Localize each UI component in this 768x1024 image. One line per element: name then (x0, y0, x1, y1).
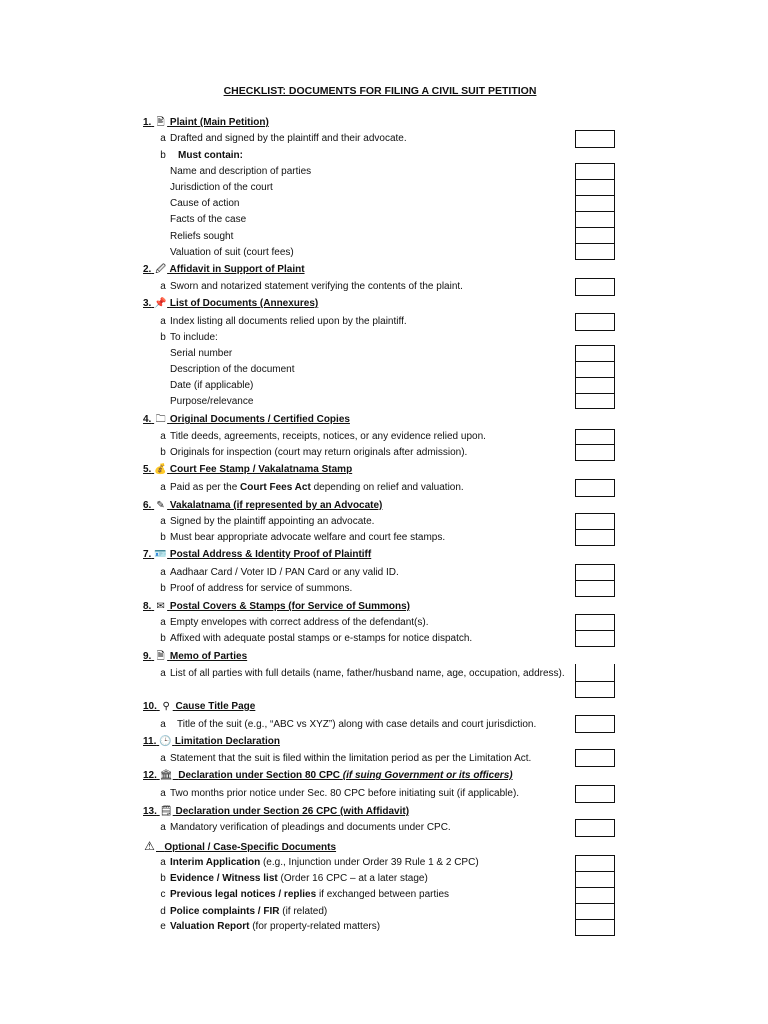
checkbox[interactable] (575, 278, 615, 296)
item-text: Index listing all documents relied upon by the plaintiff. (170, 316, 407, 327)
checkbox-divider (575, 529, 615, 530)
sub-item: Valuation of suit (court fees) (170, 247, 294, 258)
checkbox[interactable] (575, 130, 615, 148)
checkbox-divider (575, 195, 615, 196)
checkbox-divider (575, 630, 615, 631)
sub-item: Cause of action (170, 198, 240, 209)
checkbox[interactable] (575, 313, 615, 331)
item-letter: b (160, 447, 166, 458)
checkbox-divider (575, 179, 615, 180)
folder-icon: 🗀 (155, 414, 166, 425)
checkbox-group[interactable] (575, 513, 615, 546)
location-pin-icon: ⚲ (162, 701, 170, 712)
item-letter: a (160, 668, 166, 679)
sub-item: Name and description of parties (170, 166, 312, 177)
page-title: CHECKLIST: DOCUMENTS FOR FILING A CIVIL SUIT PETITION (223, 85, 537, 97)
checkbox[interactable] (575, 479, 615, 497)
checkbox-group[interactable] (575, 855, 615, 936)
item-letter: b (160, 332, 166, 343)
pin-icon: 📌 (154, 298, 167, 309)
checkbox-divider (575, 377, 615, 378)
checkbox-group[interactable] (575, 614, 615, 647)
sign-document-icon: 🖉 (155, 264, 166, 275)
item-letter: a (160, 719, 166, 730)
item-text: Sworn and notarized statement verifying the contents of the plaint. (170, 281, 463, 292)
sub-item: Jurisdiction of the court (170, 182, 273, 193)
checkbox-divider (575, 361, 615, 362)
item-text: Must bear appropriate advocate welfare and court fee stamps. (170, 532, 446, 543)
item-text: Must contain: (178, 150, 243, 161)
item-text: Police complaints / FIR (if related) (170, 906, 328, 917)
checkbox-edge (614, 664, 615, 682)
item-text: Title deeds, agreements, receipts, notices, or any evidence relied upon. (170, 431, 486, 442)
checkbox-divider (575, 903, 615, 904)
item-text: Signed by the plaintiff appointing an advocate. (170, 516, 375, 527)
item-text: Statement that the suit is filed within the limitation period as per the Limitation Act. (170, 753, 532, 764)
envelope-icon: ✉ (156, 601, 165, 612)
item-text: Previous legal notices / replies if exchanged between parties (170, 889, 450, 900)
item-text: Aadhaar Card / Voter ID / PAN Card or any valid ID. (170, 567, 399, 578)
section-heading-7: 7. 🪪 Postal Address & Identity Proof of Plaintiff (143, 549, 372, 560)
checkbox[interactable] (575, 681, 615, 698)
item-text: Mandatory verification of pleadings and documents under CPC. (170, 822, 451, 833)
item-letter: a (160, 822, 166, 833)
sub-item: Description of the document (170, 364, 295, 375)
item-text: Empty envelopes with correct address of the defendant(s). (170, 617, 429, 628)
item-text: Drafted and signed by the plaintiff and their advocate. (170, 133, 407, 144)
section-heading-12: 12. 🏛 Declaration under Section 80 CPC (if suing Government or its officers) (143, 770, 513, 781)
section-heading-8: 8. ✉ Postal Covers & Stamps (for Service of Summons) (143, 601, 410, 612)
clock-icon: 🕒 (159, 736, 172, 747)
item-text: Interim Application (e.g., Injunction under Order 39 Rule 1 & 2 CPC) (170, 857, 479, 868)
money-bag-icon: 💰 (154, 464, 167, 475)
sub-item: Facts of the case (170, 214, 247, 225)
checkbox-divider (575, 393, 615, 394)
checkbox-divider (575, 211, 615, 212)
section-heading-2: 2. 🖉 Affidavit in Support of Plaint (143, 264, 305, 275)
item-letter: a (160, 516, 166, 527)
item-text: Proof of address for service of summons. (170, 583, 353, 594)
item-letter: b (160, 633, 166, 644)
checkbox[interactable] (575, 749, 615, 767)
section-heading-9: 9. 🗎 Memo of Parties (143, 651, 248, 662)
checkbox[interactable] (575, 819, 615, 837)
item-letter: e (160, 921, 166, 932)
checkbox[interactable] (575, 715, 615, 733)
section-heading-3: 3. 📌 List of Documents (Annexures) (143, 298, 319, 309)
item-text: Valuation Report (for property-related matters) (170, 921, 381, 932)
checkbox-divider (575, 444, 615, 445)
section-heading-13: 13. 🗒 Declaration under Section 26 CPC (with Affidavit) (143, 806, 410, 817)
item-text: Paid as per the Court Fees Act depending on relief and valuation. (170, 482, 464, 493)
item-letter: a (160, 788, 166, 799)
item-text: Originals for inspection (court may return originals after admission). (170, 447, 468, 458)
item-letter: b (160, 583, 166, 594)
checkbox-divider (575, 871, 615, 872)
item-letter: a (160, 316, 166, 327)
item-letter: a (160, 482, 166, 493)
section-heading-6: 6. ✎ Vakalatnama (if represented by an Advocate) (143, 500, 383, 511)
item-letter: c (160, 889, 166, 900)
checkbox-group[interactable] (575, 564, 615, 597)
item-letter: a (160, 431, 166, 442)
page-icon: 🖹 (156, 117, 165, 128)
section-heading-5: 5. 💰 Court Fee Stamp / Vakalatnama Stamp (143, 464, 353, 475)
item-letter: b (160, 532, 166, 543)
checkbox-group[interactable] (575, 345, 615, 409)
item-letter: a (160, 857, 166, 868)
checkbox-divider (575, 243, 615, 244)
section-heading-optional: ⚠ Optional / Case-Specific Documents (144, 839, 337, 853)
checkbox-divider (575, 887, 615, 888)
section-heading-1: 1. 🖹 Plaint (Main Petition) (143, 117, 269, 128)
checkbox-divider (575, 227, 615, 228)
id-card-icon: 🪪 (154, 549, 167, 560)
pen-icon: ✎ (156, 500, 165, 511)
section-heading-10: 10. ⚲ Cause Title Page (143, 701, 256, 712)
item-letter: a (160, 617, 166, 628)
section-heading-4: 4. 🗀 Original Documents / Certified Copies (143, 414, 350, 425)
item-letter: a (160, 567, 166, 578)
checkbox-divider (575, 919, 615, 920)
clipboard-icon: 🗒 (159, 806, 173, 817)
warning-icon: ⚠ (144, 839, 155, 853)
item-letter: b (160, 150, 166, 161)
item-letter: a (160, 753, 166, 764)
government-building-icon: 🏛 (159, 770, 173, 781)
sub-item: Reliefs sought (170, 231, 234, 242)
sub-item: Serial number (170, 348, 233, 359)
checkbox-edge (575, 664, 576, 682)
checkbox-group[interactable] (575, 429, 615, 461)
checkbox-group[interactable] (575, 163, 615, 260)
sub-item: Purpose/relevance (170, 396, 254, 407)
item-letter: b (160, 873, 166, 884)
item-letter: d (160, 906, 166, 917)
item-text: Title of the suit (e.g., “ABC vs XYZ”) along with case details and court jurisdiction. (177, 719, 537, 730)
checkbox-divider (575, 580, 615, 581)
item-text: Two months prior notice under Sec. 80 CPC before initiating suit (if applicable). (170, 788, 520, 799)
item-text: To include: (170, 332, 218, 343)
item-text: List of all parties with full details (name, father/husband name, age, occupation, address). (170, 668, 565, 679)
checkbox[interactable] (575, 785, 615, 803)
section-heading-11: 11. 🕒 Limitation Declaration (143, 736, 280, 747)
item-text: Evidence / Witness list (Order 16 CPC – at a later stage) (170, 873, 428, 884)
item-letter: a (160, 281, 166, 292)
item-letter: a (160, 133, 166, 144)
item-text: Affixed with adequate postal stamps or e-stamps for notice dispatch. (170, 633, 473, 644)
memo-icon: 🗎 (156, 651, 165, 662)
sub-item: Date (if applicable) (170, 380, 254, 391)
